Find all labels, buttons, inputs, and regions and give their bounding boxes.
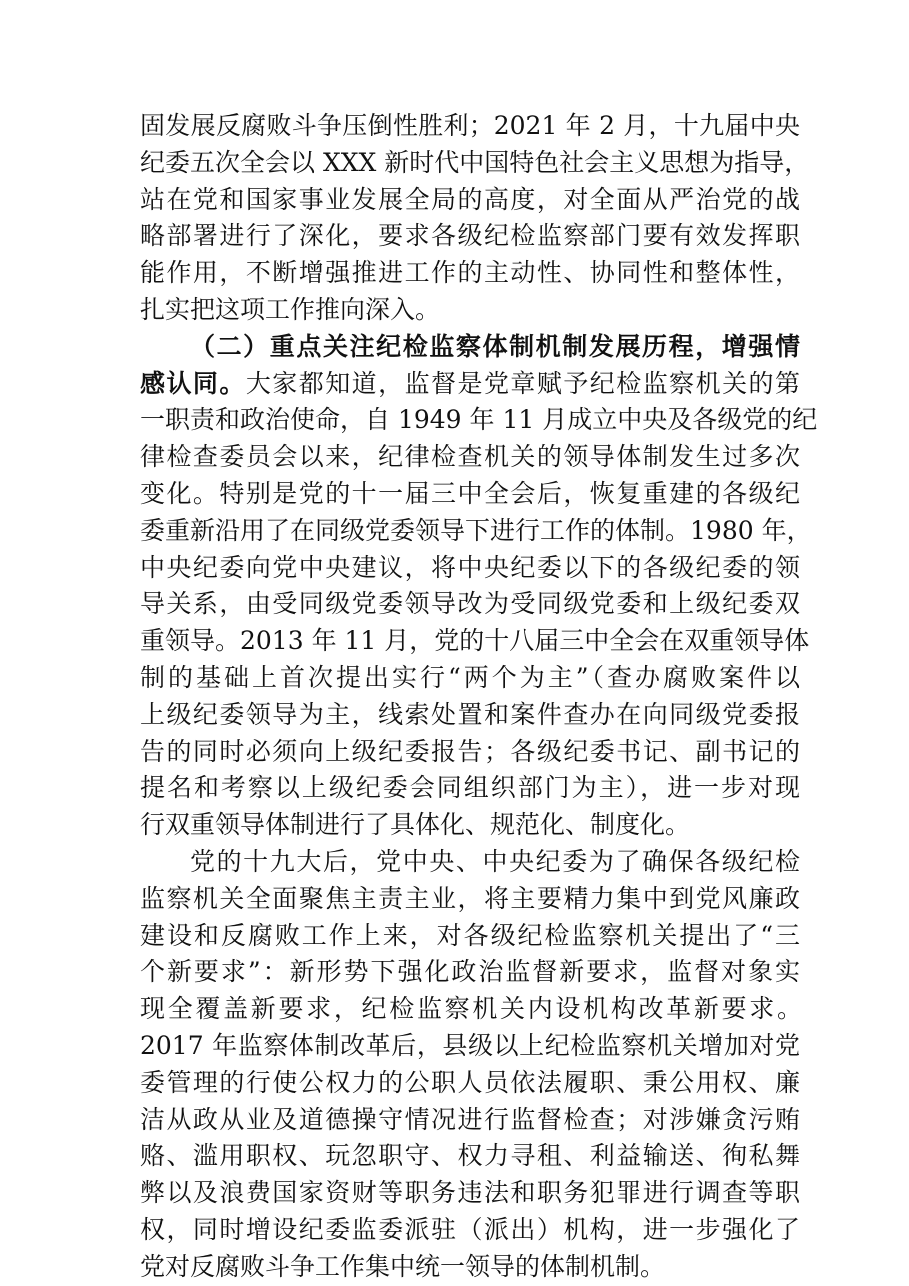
text-line: 赂、滥用职权、玩忽职守、权力寻租、利益输送、徇私舞 — [140, 1141, 800, 1171]
text-line: 能作用，不断增强推进工作的主动性、协同性和整体性， — [140, 258, 800, 288]
text-line: 中央纪委向党中央建议，将中央纪委以下的各级纪委的领 — [140, 552, 800, 582]
text-line: 略部署进行了深化，要求各级纪检监察部门要有效发挥职 — [140, 221, 800, 251]
text-line: 制的基础上首次提出实行“两个为主”（查办腐败案件以 — [140, 662, 800, 692]
text-line: 委管理的行使公权力的公职人员依法履职、秉公用权、廉 — [140, 1067, 800, 1097]
text-line: 委重新沿用了在同级党委领导下进行工作的体制。1980 年， — [140, 515, 812, 545]
text-line: 变化。特别是党的十一届三中全会后，恢复重建的各级纪 — [140, 478, 800, 508]
text-line: 扎实把这项工作推向深入。 — [140, 294, 441, 324]
text-span: 大家都知道，监督是党章赋予纪检监察机关的第 — [245, 368, 800, 398]
text-line: 律检查委员会以来，纪律检查机关的领导体制发生过多次 — [140, 442, 800, 472]
section-heading-end: 感认同。 — [140, 368, 246, 398]
text-line: 权，同时增设纪委监委派驻（派出）机构，进一步强化了 — [140, 1214, 800, 1244]
text-line: 上级纪委领导为主，线索处置和案件查办在向同级党委报 — [140, 699, 800, 729]
document-body — [140, 108, 818, 1286]
text-line: 党的十九大后，党中央、中央纪委为了确保各级纪检 — [190, 846, 800, 876]
text-line — [140, 366, 800, 403]
text-line: 现全覆盖新要求，纪检监察机关内设机构改革新要求。 — [140, 994, 802, 1024]
text-line: 建设和反腐败工作上来，对各级纪检监察机关提出了“三 — [140, 920, 800, 950]
text-line: 告的同时必须向上级纪委报告；各级纪委书记、副书记的 — [140, 736, 800, 766]
section-heading: （二）重点关注纪检监察体制机制发展历程，增强情 — [190, 331, 800, 361]
text-line: 洁从政从业及道德操守情况进行监督检查；对涉嫌贪污贿 — [140, 1104, 800, 1134]
text-line: 一职责和政治使命，自 1949 年 11 月成立中央及各级党的纪 — [140, 405, 818, 435]
paragraph-2 — [140, 329, 818, 844]
text-line: 重领导。2013 年 11 月，党的十八届三中全会在双重领导体 — [140, 626, 810, 656]
text-line: 行双重领导体制进行了具体化、规范化、制度化。 — [140, 810, 691, 840]
text-line: 导关系，由受同级党委领导改为受同级党委和上级纪委双 — [140, 589, 800, 619]
text-line: 个新要求”：新形势下强化政治监督新要求，监督对象实 — [140, 957, 800, 987]
text-line: 固发展反腐败斗争压倒性胜利；2021 年 2 月，十九届中央 — [140, 111, 800, 140]
text-line: 提名和考察以上级纪委会同组织部门为主），进一步对现 — [140, 773, 800, 803]
paragraph-3 — [140, 844, 800, 1286]
text-line: 党对反腐败斗争工作集中统一领导的体制机制。 — [140, 1251, 666, 1281]
text-line: 站在党和国家事业发展全局的高度，对全面从严治党的战 — [140, 184, 800, 214]
text-line: 2017 年监察体制改革后，县级以上纪检监察机关增加对党 — [140, 1030, 800, 1060]
text-line: 监察机关全面聚焦主责主业，将主要精力集中到党风廉政 — [140, 883, 800, 913]
text-line: 纪委五次全会以 XXX 新时代中国特色社会主义思想为指导， — [140, 147, 810, 177]
paragraph-1 — [140, 108, 810, 329]
text-line: 弊以及浪费国家资财等职务违法和职务犯罪进行调查等职 — [140, 1178, 800, 1208]
